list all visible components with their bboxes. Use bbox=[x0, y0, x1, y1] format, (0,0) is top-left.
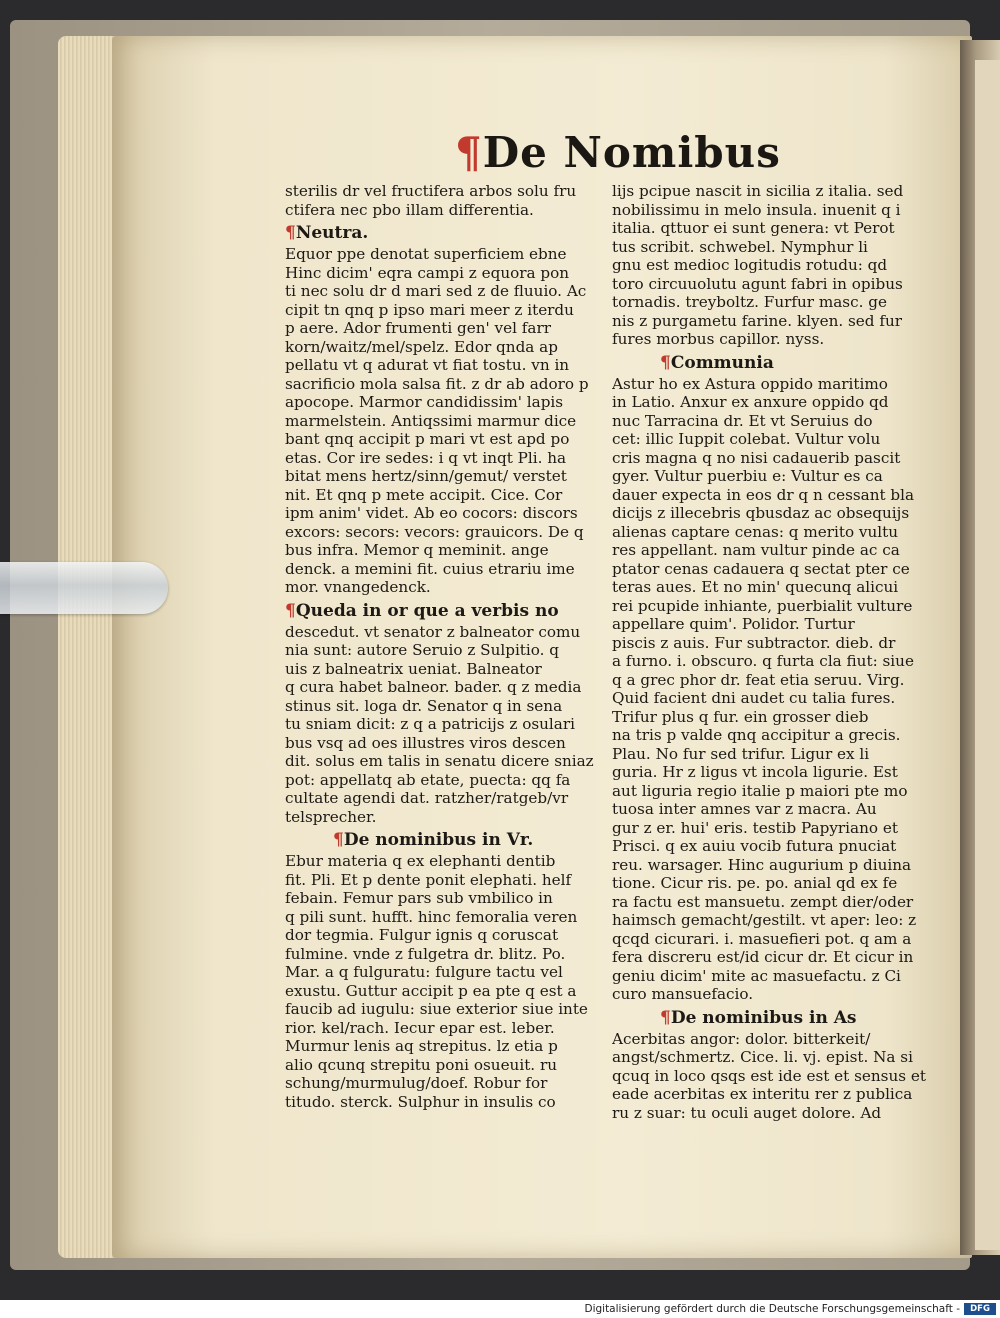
text-line: q pili sunt. hufft. hinc femoralia veren bbox=[285, 907, 578, 926]
text-line: fera discreru est/id cicur dr. Et cicur in bbox=[612, 948, 914, 966]
text-line: sacrificio mola salsa fit. z dr ab adoro p bbox=[285, 374, 589, 393]
text-line: toro circuuolutu agunt fabri in opibus bbox=[612, 274, 903, 293]
text-line: aut liguria regio italie p maiori pte mo bbox=[612, 781, 908, 800]
text-line: italia. qttuor ei sunt genera: vt Perot bbox=[612, 219, 895, 237]
text-line: reu. warsager. Hinc augurium p diuina bbox=[612, 855, 912, 874]
text-line: in Latio. Anxur ex anxure oppido qd bbox=[612, 393, 889, 411]
text-line: nis z purgametu farine. klyen. sed fur bbox=[612, 311, 903, 330]
text-line: appellare quim'. Polidor. Turtur bbox=[612, 615, 855, 633]
footer-credit: Digitalisierung gefördert durch die Deutsche Forschungsgemeinschaft - bbox=[584, 1303, 960, 1315]
dfg-logo: DFG bbox=[964, 1303, 996, 1315]
text-line: tornadis. treyboltz. Furfur masc. ge bbox=[612, 293, 887, 311]
text-column-left bbox=[285, 182, 603, 1111]
text-line: eade acerbitas ex interitu rer z publica bbox=[612, 1085, 913, 1103]
section-heading-text: Queda in or que a verbis no bbox=[295, 600, 559, 621]
text-line: p aere. Ador frumenti gen' vel farr bbox=[285, 319, 551, 337]
text-line: gnu est medioc logitudis rotudu: qd bbox=[612, 256, 888, 274]
text-line: bus infra. Memor q meminit. ange bbox=[285, 541, 549, 559]
text-line: marmelstein. Antiqssimi marmur dice bbox=[285, 411, 577, 430]
text-line: res appellant. nam vultur pinde ac ca bbox=[612, 541, 900, 559]
footer-bar bbox=[0, 1300, 1000, 1318]
text-line: pellatu vt q adurat vt fiat tostu. vn in bbox=[285, 356, 570, 374]
text-line: Trifur plus q fur. ein grosser dieb bbox=[612, 707, 869, 726]
text-line: stinus sit. loga dr. Senator q in sena bbox=[285, 696, 563, 715]
text-line: etas. Cor ire sedes: i q vt inqt Pli. ha bbox=[285, 448, 567, 467]
text-line: cipit tn qnq p ipso mari meer z iterdu bbox=[285, 300, 574, 319]
section-heading-text: De nominibus in Vr. bbox=[343, 830, 534, 850]
rubric-paragraph-mark: ¶ bbox=[660, 352, 671, 373]
text-line: ctifera nec pbo illam differentia. bbox=[285, 200, 534, 219]
text-line: Hinc dicim' eqra campi z equora pon bbox=[285, 263, 570, 282]
rubric-paragraph-mark: ¶ bbox=[660, 1007, 671, 1028]
text-line: tione. Cicur ris. pe. po. anial qd ex fe bbox=[612, 874, 898, 892]
text-line: bus vsq ad oes illustres viros descen bbox=[285, 733, 566, 752]
text-line: Plau. No fur sed trifur. Ligur ex li bbox=[612, 744, 870, 763]
text-line: rei pcupide inhiante, puerbialit vulture bbox=[612, 596, 913, 615]
text-line: denck. a memini fit. cuius etrariu ime bbox=[285, 559, 575, 578]
section-heading bbox=[285, 222, 603, 244]
text-line: teras aues. Et no min' quecunq alicui bbox=[612, 578, 899, 596]
text-line: titudo. sterck. Sulphur in insulis co bbox=[285, 1092, 556, 1111]
text-line: a furno. i. obscuro. q furta cla fiut: siue bbox=[612, 652, 914, 670]
section-heading bbox=[285, 829, 603, 851]
text-line: nuc Tarracina dr. Et vt Seruius do bbox=[612, 411, 873, 430]
text-line: pot: appellatq ab etate, puecta: qq fa bbox=[285, 770, 571, 789]
text-line: qcuq in loco qsqs est ide est et sensus et bbox=[612, 1066, 926, 1085]
text-line: nit. Et qnq p mete accipit. Cice. Cor bbox=[285, 485, 563, 504]
text-line: alienas captare cenas: q merito vultu bbox=[612, 522, 899, 541]
text-line: rior. kel/rach. Iecur epar est. leber. bbox=[285, 1018, 555, 1037]
rubric-paragraph-mark: ¶ bbox=[285, 600, 296, 621]
text-line: schung/murmulug/doef. Robur for bbox=[285, 1074, 548, 1092]
text-line: Mar. a q fulguratu: fulgure tactu vel bbox=[285, 963, 563, 981]
text-line: dit. solus em talis in senatu dicere sniaz bbox=[285, 752, 594, 770]
rubric-paragraph-mark: ¶ bbox=[455, 128, 483, 177]
text-line: haimsch gemacht/gestilt. vt aper: leo: z bbox=[612, 911, 917, 929]
text-line: ra factu est mansuetu. zempt dier/oder bbox=[612, 892, 914, 911]
text-line: sterilis dr vel fructifera arbos solu fru bbox=[285, 182, 577, 200]
text-line: telsprecher. bbox=[285, 807, 377, 826]
section-heading-text: De nominibus in As bbox=[670, 1007, 857, 1028]
text-line: nia sunt: autore Seruio z Sulpitio. q bbox=[285, 641, 560, 659]
text-column-right bbox=[612, 182, 927, 1122]
text-line: nobilissimu in melo insula. inuenit q i bbox=[612, 200, 901, 219]
text-line: mor. vnangedenck. bbox=[285, 578, 431, 596]
rubric-paragraph-mark: ¶ bbox=[285, 223, 296, 243]
text-line: qcqd cicurari. i. masuefieri pot. q am a bbox=[612, 929, 912, 948]
text-line: gur z er. hui' eris. testib Papyriano et bbox=[612, 818, 898, 837]
text-line: febain. Femur pars sub vmbilico in bbox=[285, 889, 553, 907]
text-line: excors: secors: vecors: grauicors. De q bbox=[285, 522, 584, 541]
page-title-text: De Nomibus bbox=[482, 128, 781, 177]
text-line: korn/waitz/mel/spelz. Edor qnda ap bbox=[285, 337, 558, 356]
text-line: dauer expecta in eos dr q n cessant bla bbox=[612, 485, 915, 504]
text-line: apocope. Marmor candidissim' lapis bbox=[285, 393, 564, 411]
text-line: dicijs z illecebris qbusdaz ac obsequijs bbox=[612, 504, 910, 522]
page-title bbox=[455, 128, 781, 177]
text-line: piscis z auis. Fur subtractor. dieb. dr bbox=[612, 633, 896, 652]
text-line: Quid facient dni audet cu talia fures. bbox=[612, 689, 896, 707]
facing-page-edge bbox=[975, 60, 1000, 1250]
text-line: fures morbus capillor. nyss. bbox=[612, 330, 825, 348]
text-line: exustu. Guttur accipit p ea pte q est a bbox=[285, 981, 577, 1000]
text-line: cet: illic Iuppit colebat. Vultur volu bbox=[612, 430, 881, 448]
text-line: bant qnq accipit p mari vt est apd po bbox=[285, 430, 570, 448]
text-line: ptator cenas cadauera q sectat pter ce bbox=[612, 559, 910, 578]
text-line: Murmur lenis aq strepitus. lz etia p bbox=[285, 1037, 558, 1055]
text-line: dor tegmia. Fulgur ignis q coruscat bbox=[285, 926, 559, 944]
text-line: cultate agendi dat. ratzher/ratgeb/vr bbox=[285, 789, 569, 807]
text-line: tus scribit. schwebel. Nymphur li bbox=[612, 237, 868, 256]
text-line: descedut. vt senator z balneator comu bbox=[285, 622, 581, 641]
text-line: angst/schmertz. Cice. li. vj. epist. Na si bbox=[612, 1048, 913, 1066]
text-line: guria. Hr z ligus vt incola ligurie. Est bbox=[612, 763, 898, 781]
text-line: ipm anim' videt. Ab eo cocors: discors bbox=[285, 504, 578, 522]
section-heading bbox=[285, 600, 603, 622]
plastic-bookmark bbox=[0, 562, 168, 614]
text-line: fit. Pli. Et p dente ponit elephati. helf bbox=[285, 870, 572, 889]
text-line: na tris p valde qnq accipitur a grecis. bbox=[612, 726, 901, 744]
text-line: tuosa inter amnes var z macra. Au bbox=[612, 800, 877, 818]
text-line: q cura habet balneor. bader. q z media bbox=[285, 678, 582, 696]
section-heading-text: Communia bbox=[670, 352, 774, 373]
text-line: Astur ho ex Astura oppido maritimo bbox=[612, 374, 888, 393]
text-line: alio qcunq strepitu poni osueuit. ru bbox=[285, 1055, 557, 1074]
section-heading bbox=[612, 352, 927, 374]
rubric-paragraph-mark: ¶ bbox=[333, 830, 344, 850]
text-line: faucib ad iugulu: siue exterior siue inte bbox=[285, 1000, 588, 1018]
text-line: lijs pcipue nascit in sicilia z italia. sed bbox=[612, 182, 904, 200]
text-line: fulmine. vnde z fulgetra dr. blitz. Po. bbox=[285, 944, 566, 963]
text-line: uis z balneatrix ueniat. Balneator bbox=[285, 659, 542, 678]
text-line: Equor ppe denotat superficiem ebne bbox=[285, 245, 567, 263]
section-heading-text: Neutra. bbox=[295, 223, 369, 243]
text-line: Ebur materia q ex elephanti dentib bbox=[285, 852, 556, 870]
text-line: geniu dicim' mite ac masuefactu. z Ci bbox=[612, 966, 901, 985]
section-heading bbox=[612, 1007, 927, 1029]
text-line: cris magna q no nisi cadauerib pascit bbox=[612, 448, 901, 467]
text-line: ru z suar: tu oculi auget dolore. Ad bbox=[612, 1103, 882, 1122]
text-line: gyer. Vultur puerbiu e: Vultur es ca bbox=[612, 467, 883, 485]
text-line: q a grec phor dr. feat etia seruu. Virg. bbox=[612, 670, 905, 689]
text-line: bitat mens hertz/sinn/gemut/ verstet bbox=[285, 467, 567, 485]
text-line: curo mansuefacio. bbox=[612, 985, 754, 1003]
text-line: Acerbitas angor: dolor. bitterkeit/ bbox=[612, 1029, 871, 1048]
text-line: tu sniam dicit: z q a patricijs z osulari bbox=[285, 715, 575, 733]
text-line: ti nec solu dr d mari sed z de fluuio. Ac bbox=[285, 282, 587, 300]
text-line: Prisci. q ex auiu vocib futura pnuciat bbox=[612, 837, 897, 855]
